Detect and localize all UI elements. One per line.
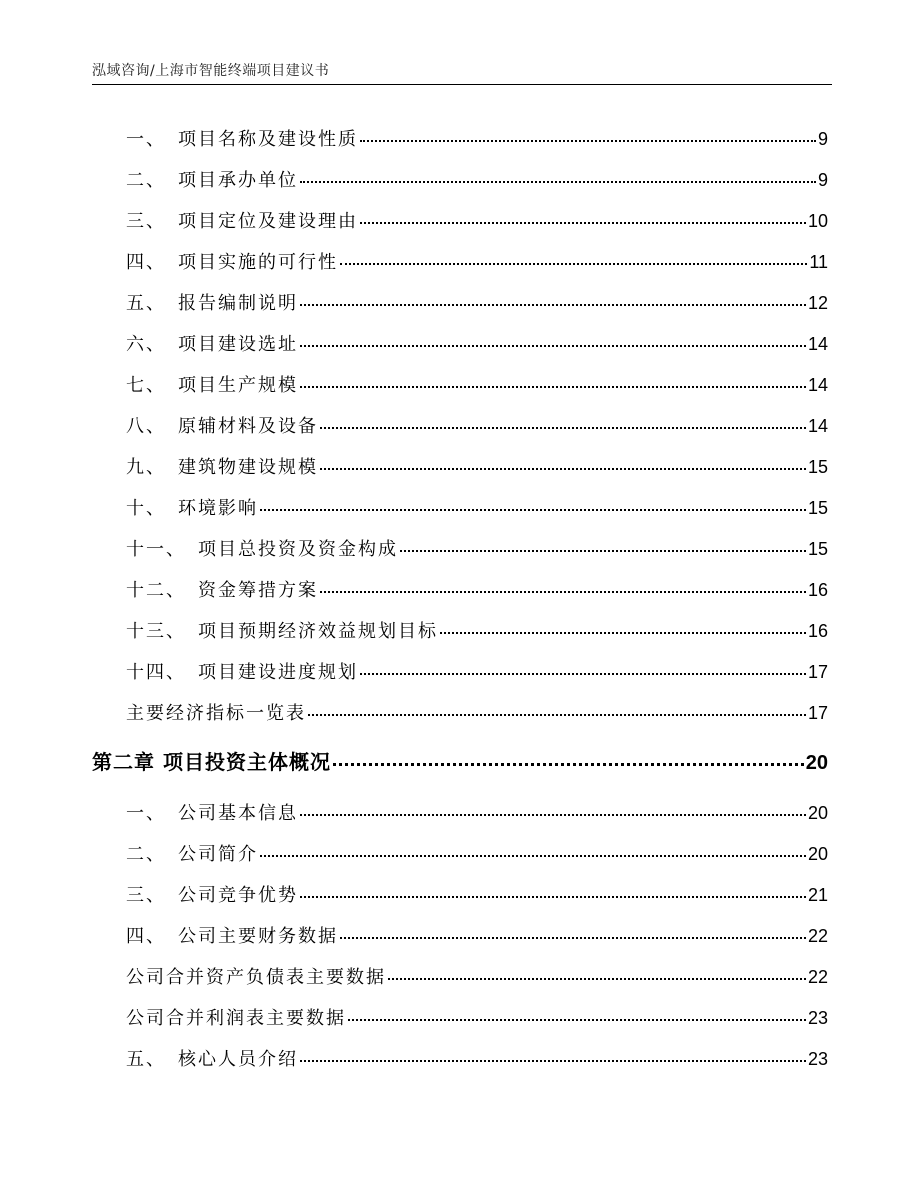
toc-entry-number: 四、	[126, 252, 166, 273]
toc-entry-number: 五、	[126, 1049, 166, 1070]
toc-chapter-entry[interactable]	[92, 746, 828, 775]
toc-page-number: 16	[807, 580, 828, 600]
toc-page-number: 17	[807, 662, 828, 682]
running-header: 泓域咨询/上海市智能终端项目建议书	[92, 63, 330, 79]
toc-leader-dots	[320, 591, 806, 593]
toc-entry[interactable]	[126, 494, 828, 520]
toc-entry-label	[126, 453, 318, 479]
toc-leader-dots	[300, 181, 816, 183]
toc-entry-title: 公司基本信息	[178, 803, 298, 824]
toc-leader-dots	[260, 855, 806, 857]
toc-page-number: 9	[817, 129, 828, 149]
toc-leader-dots	[360, 222, 806, 224]
toc-entry-title: 环境影响	[178, 498, 258, 519]
toc-leader-dots	[360, 673, 806, 675]
toc-entry[interactable]	[126, 617, 828, 643]
toc-entry[interactable]	[126, 922, 828, 948]
toc-entry-title: 项目总投资及资金构成	[198, 539, 398, 560]
toc-entry-title: 公司竞争优势	[178, 885, 298, 906]
toc-entry-label	[126, 494, 258, 520]
toc-leader-dots	[340, 263, 807, 265]
toc-entry-label	[126, 799, 298, 825]
toc-entry-number: 四、	[126, 926, 166, 947]
toc-entry[interactable]	[126, 412, 828, 438]
toc-entry[interactable]	[126, 207, 828, 233]
toc-page-number: 23	[807, 1049, 828, 1069]
toc-page-number: 10	[807, 211, 828, 231]
toc-entry-number: 七、	[126, 375, 166, 396]
toc-entry-label	[126, 922, 338, 948]
toc-entry[interactable]	[126, 535, 828, 561]
toc-page-number: 17	[807, 703, 828, 723]
toc-leader-dots	[300, 1060, 806, 1062]
toc-entry-title: 主要经济指标一览表	[126, 703, 306, 724]
toc-entry[interactable]	[126, 699, 828, 725]
toc-entry[interactable]	[126, 453, 828, 479]
toc-entry-label	[126, 166, 298, 192]
toc-page-number: 15	[807, 539, 828, 559]
toc-page-number: 15	[807, 498, 828, 518]
toc-entry[interactable]	[126, 289, 828, 315]
toc-leader-dots	[300, 345, 806, 347]
toc-page-number: 22	[807, 967, 828, 987]
toc-entry-title: 公司简介	[178, 844, 258, 865]
toc-leader-dots	[300, 814, 806, 816]
toc-entry-label	[126, 576, 318, 602]
toc-entry[interactable]	[126, 658, 828, 684]
toc-entry-label	[126, 125, 358, 151]
toc-entry-number: 十、	[126, 498, 166, 519]
toc-entry-label	[126, 535, 398, 561]
toc-entry-title: 项目预期经济效益规划目标	[198, 621, 438, 642]
toc-page-number: 21	[807, 885, 828, 905]
toc-entry-number: 二、	[126, 170, 166, 191]
toc-entry-number: 三、	[126, 885, 166, 906]
toc-page-number: 14	[807, 375, 828, 395]
toc-entry-number: 十三、	[126, 621, 186, 642]
toc-entry-label	[126, 699, 306, 725]
toc-entry-title: 项目名称及建设性质	[178, 129, 358, 150]
toc-entry[interactable]	[126, 1045, 828, 1071]
toc-leader-dots	[440, 632, 806, 634]
toc-entry-title: 项目实施的可行性	[178, 252, 338, 273]
toc-entry-title: 资金筹措方案	[198, 580, 318, 601]
toc-page-number: 22	[807, 926, 828, 946]
toc-page-number: 14	[807, 334, 828, 354]
toc-entry[interactable]	[126, 576, 828, 602]
toc-page-number: 20	[807, 803, 828, 823]
toc-leader-dots	[300, 304, 806, 306]
toc-entry-title: 项目生产规模	[178, 375, 298, 396]
toc-leader-dots	[320, 468, 806, 470]
toc-entry[interactable]	[126, 330, 828, 356]
toc-entry-label	[126, 1045, 298, 1071]
toc-page-number: 12	[807, 293, 828, 313]
toc-page-number: 15	[807, 457, 828, 477]
toc-entry-number: 三、	[126, 211, 166, 232]
toc-entry-number: 十一、	[126, 539, 186, 560]
toc-entry-label	[126, 658, 358, 684]
toc-entry-title: 项目定位及建设理由	[178, 211, 358, 232]
toc-entry-title: 建筑物建设规模	[178, 457, 318, 478]
toc-entry-title: 原辅材料及设备	[178, 416, 318, 437]
toc-entry-title: 项目建设选址	[178, 334, 298, 355]
toc-entry-label	[126, 412, 318, 438]
toc-leader-dots	[300, 386, 806, 388]
toc-entry-title: 报告编制说明	[178, 293, 298, 314]
toc-entry-title: 项目承办单位	[178, 170, 298, 191]
toc-leader-dots	[333, 763, 804, 766]
toc-page-number: 20	[805, 752, 828, 774]
header-rule	[92, 84, 832, 85]
toc-leader-dots	[260, 509, 806, 511]
toc-entry[interactable]	[126, 881, 828, 907]
toc-leader-dots	[340, 937, 806, 939]
toc-entry[interactable]	[126, 1004, 828, 1030]
toc-leader-dots	[400, 550, 806, 552]
toc-entry-number: 五、	[126, 293, 166, 314]
toc-entry-title: 第二章 项目投资主体概况	[92, 750, 331, 774]
toc-page-number: 14	[807, 416, 828, 436]
toc-entry-title: 核心人员介绍	[178, 1049, 298, 1070]
toc-page-number: 16	[807, 621, 828, 641]
toc-entry-title: 项目建设进度规划	[198, 662, 358, 683]
toc-entry-number: 八、	[126, 416, 166, 437]
toc-entry[interactable]	[126, 248, 828, 274]
toc-entry-label	[126, 248, 338, 274]
toc-entry[interactable]	[126, 840, 828, 866]
toc-entry[interactable]	[126, 166, 828, 192]
toc-entry-label	[126, 289, 298, 315]
toc-entry-number: 六、	[126, 334, 166, 355]
toc-page-number: 23	[807, 1008, 828, 1028]
toc-leader-dots	[300, 896, 806, 898]
toc-entry-label	[126, 1004, 346, 1030]
toc-leader-dots	[388, 978, 806, 980]
toc-entry-label	[126, 963, 386, 989]
toc-leader-dots	[308, 714, 806, 716]
toc-entry-title: 公司主要财务数据	[178, 926, 338, 947]
toc-entry[interactable]	[126, 799, 828, 825]
toc-entry-label	[126, 207, 358, 233]
toc-entry-title: 公司合并利润表主要数据	[126, 1008, 346, 1029]
toc-entry-number: 十四、	[126, 662, 186, 683]
toc-leader-dots	[360, 140, 816, 142]
toc-page-number: 9	[817, 170, 828, 190]
toc-entry-number: 二、	[126, 844, 166, 865]
toc-page-number: 20	[807, 844, 828, 864]
toc-page-number: 11	[809, 252, 828, 272]
toc-entry[interactable]	[126, 371, 828, 397]
toc-entry-label	[92, 746, 331, 775]
toc-entry-label	[126, 330, 298, 356]
toc-entry[interactable]	[126, 963, 828, 989]
toc-entry-title: 公司合并资产负债表主要数据	[126, 967, 386, 988]
toc-leader-dots	[348, 1019, 806, 1021]
toc-entry-label	[126, 840, 258, 866]
toc-entry-number: 九、	[126, 457, 166, 478]
toc-entry-number: 十二、	[126, 580, 186, 601]
toc-entry-number: 一、	[126, 803, 166, 824]
toc-entry-number: 一、	[126, 129, 166, 150]
toc-entry-label	[126, 881, 298, 907]
toc-leader-dots	[320, 427, 806, 429]
toc-entry[interactable]	[126, 125, 828, 151]
toc-entry-label	[126, 617, 438, 643]
toc-entry-label	[126, 371, 298, 397]
